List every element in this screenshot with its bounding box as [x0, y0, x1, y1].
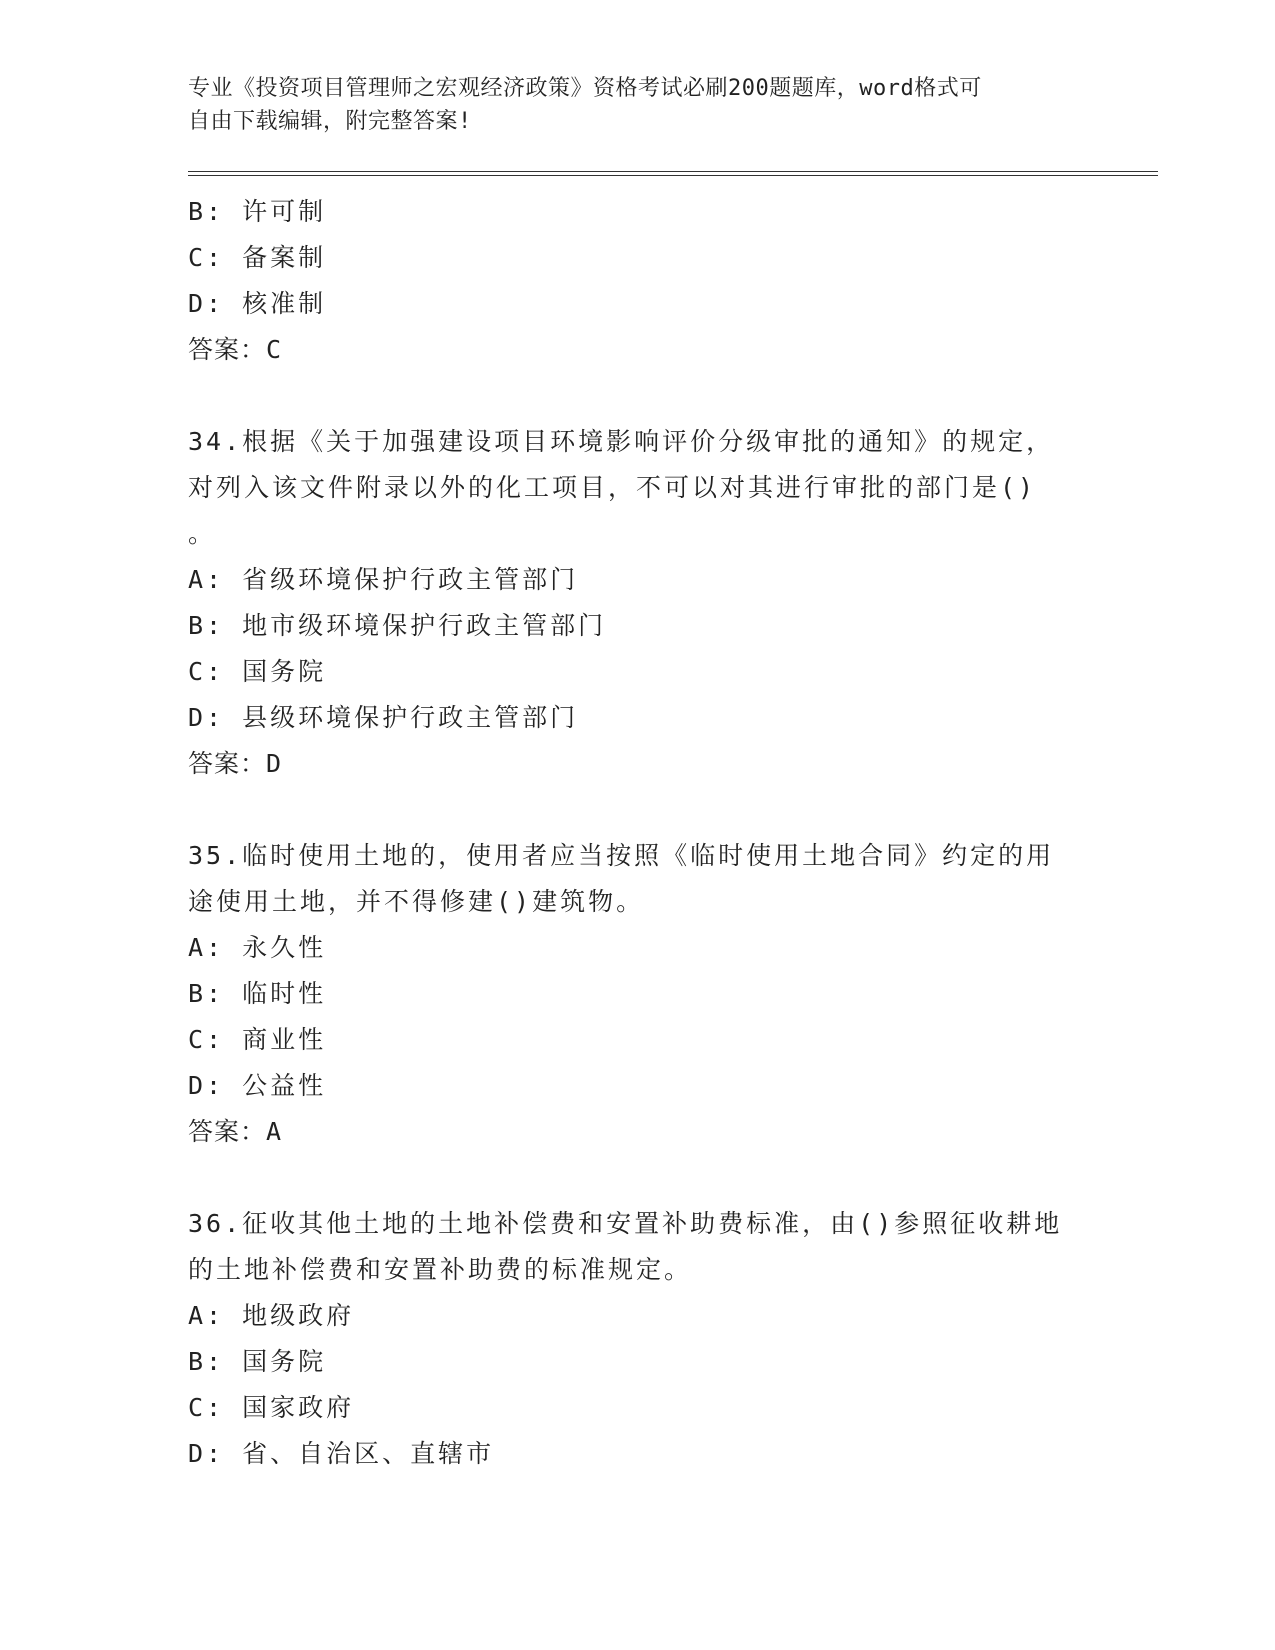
option-c: C: 国家政府: [188, 1393, 355, 1422]
answer-line: [188, 327, 1088, 373]
option-b: B: 地市级环境保护行政主管部门: [188, 611, 607, 640]
question-text-line: 35.临时使用土地的，使用者应当按照《临时使用土地合同》约定的用: [188, 841, 1055, 870]
spacer: [188, 787, 1088, 833]
answer-label: 答案：: [188, 1117, 267, 1146]
document-header: [188, 72, 1068, 138]
question-text-line: 的土地补偿费和安置补助费的标准规定。: [188, 1255, 693, 1284]
spacer: [188, 373, 1088, 419]
answer-value: D: [266, 749, 283, 778]
answer-line: [188, 741, 1088, 787]
answer-label: 答案：: [188, 335, 267, 364]
answer-label: 答案：: [188, 749, 267, 778]
option-b: B: 临时性: [188, 979, 327, 1008]
option-c: C: 国务院: [188, 657, 327, 686]
option-a: A: 省级环境保护行政主管部门: [188, 565, 579, 594]
option-d: D: 核准制: [188, 289, 327, 318]
header-line-2: 自由下载编辑，附完整答案!: [188, 109, 472, 134]
answer-line: [188, 1109, 1088, 1155]
question-text-line: 。: [188, 519, 217, 548]
prev-question: [188, 189, 1088, 373]
question-36: [188, 1201, 1088, 1477]
question-text-line: 途使用土地，并不得修建()建筑物。: [188, 887, 645, 916]
option-a: A: 永久性: [188, 933, 327, 962]
question-35: [188, 833, 1088, 1155]
option-d: D: 县级环境保护行政主管部门: [188, 703, 579, 732]
question-content: [188, 189, 1088, 1477]
question-34: [188, 419, 1088, 787]
option-a: A: 地级政府: [188, 1301, 355, 1330]
spacer: [188, 1155, 1088, 1201]
answer-value: A: [266, 1117, 283, 1146]
answer-value: C: [266, 335, 283, 364]
option-c: C: 备案制: [188, 243, 327, 272]
header-divider-bottom: [188, 175, 1158, 176]
header-line-1: 专业《投资项目管理师之宏观经济政策》资格考试必刷200题题库，word格式可: [188, 76, 982, 101]
option-d: D: 公益性: [188, 1071, 327, 1100]
question-text-line: 36.征收其他土地的土地补偿费和安置补助费标准，由()参照征收耕地: [188, 1209, 1063, 1238]
option-c: C: 商业性: [188, 1025, 327, 1054]
question-text-line: 34.根据《关于加强建设项目环境影响评价分级审批的通知》的规定，: [188, 427, 1055, 456]
option-b: B: 国务院: [188, 1347, 327, 1376]
question-text-line: 对列入该文件附录以外的化工项目，不可以对其进行审批的部门是(): [188, 473, 1037, 502]
header-divider-top: [188, 171, 1158, 172]
option-b: B: 许可制: [188, 197, 327, 226]
option-d: D: 省、自治区、直辖市: [188, 1439, 495, 1468]
